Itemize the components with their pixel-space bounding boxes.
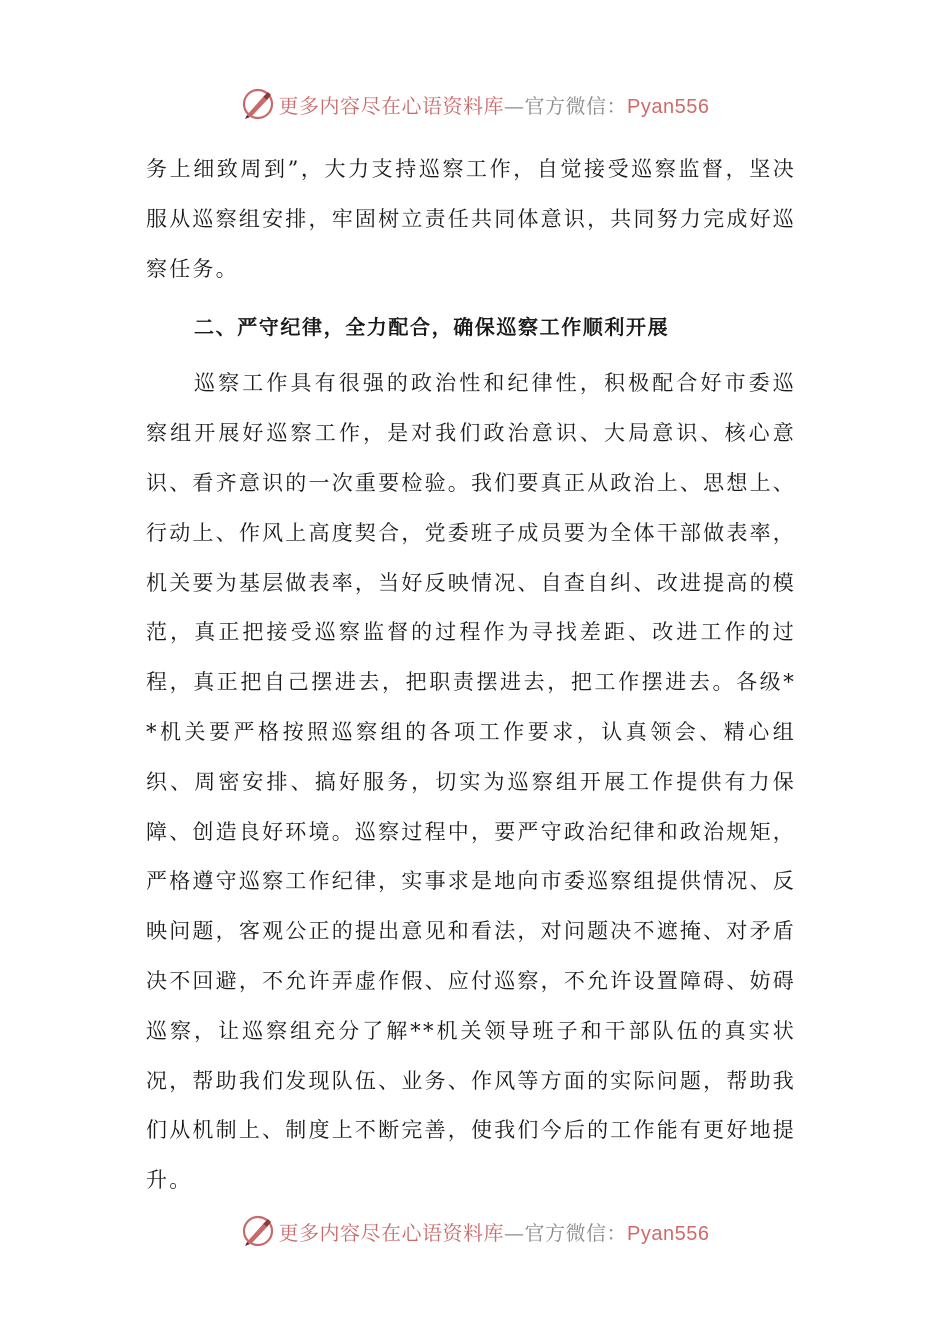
watermark-main: 更多内容尽在心语资料库 — [278, 1220, 505, 1245]
watermark-dash: — — [504, 1220, 525, 1245]
section-heading-2: 二、严守纪律，全力配合，确保巡察工作顺利开展 — [194, 315, 670, 340]
watermark-official: 官方微信： — [524, 93, 628, 118]
watermark-main: 更多内容尽在心语资料库 — [278, 93, 505, 118]
pen-logo-icon — [241, 1214, 275, 1248]
header-watermark — [0, 84, 950, 124]
watermark-text — [279, 1217, 710, 1246]
paragraph-continued: 务上细致周到”，大力支持巡察工作，自觉接受巡察监督，坚决服从巡察组安排，牢固树立责任共同体意识，共同努力完成好巡察任务。 — [146, 157, 796, 281]
watermark-official: 官方微信： — [524, 1220, 628, 1245]
footer-watermark — [0, 1211, 950, 1251]
watermark-dash: — — [504, 93, 525, 118]
pen-logo-icon — [241, 87, 275, 121]
watermark-wechat-id: Pyan556 — [627, 95, 710, 118]
paragraph-section-2: 巡察工作具有很强的政治性和纪律性，积极配合好市委巡察组开展好巡察工作，是对我们政治意识、大局意识、核心意识、看齐意识的一次重要检验。我们要真正从政治上、思想上、行动上、作风上高度契合，党委班子成员要为全体干部做表率，机关要为基层做表率，当好反映情况、自查自纠、改进提高的模范，真正把接受巡察监督的过程作为寻找差距、改进工作的过程，真正把自己摆进去，把职责摆进去，把工作摆进去。各级**机关要严格按照巡察组的各项工作要求，认真领会、精心组织、周密安排、搞好服务，切实为巡察组开展工作提供有力保障、创造良好环境。巡察过程中，要严守政治纪律和政治规矩，严格遵守巡察工作纪律，实事求是地向市委巡察组提供情况、反映问题，客观公正的提出意见和看法，对问题决不遮掩、对矛盾决不回避，不允许弄虚作假、应付巡察，不允许设置障碍、妨碍巡察，让巡察组充分了解**机关领导班子和干部队伍的真实状况，帮助我们发现队伍、业务、作风等方面的实际问题，帮助我们从机制上、制度上不断完善，使我们今后的工作能有更好地提升。 — [146, 371, 796, 1193]
watermark-wechat-id: Pyan556 — [627, 1222, 710, 1245]
document-body — [146, 145, 796, 1206]
watermark-text — [279, 90, 710, 119]
